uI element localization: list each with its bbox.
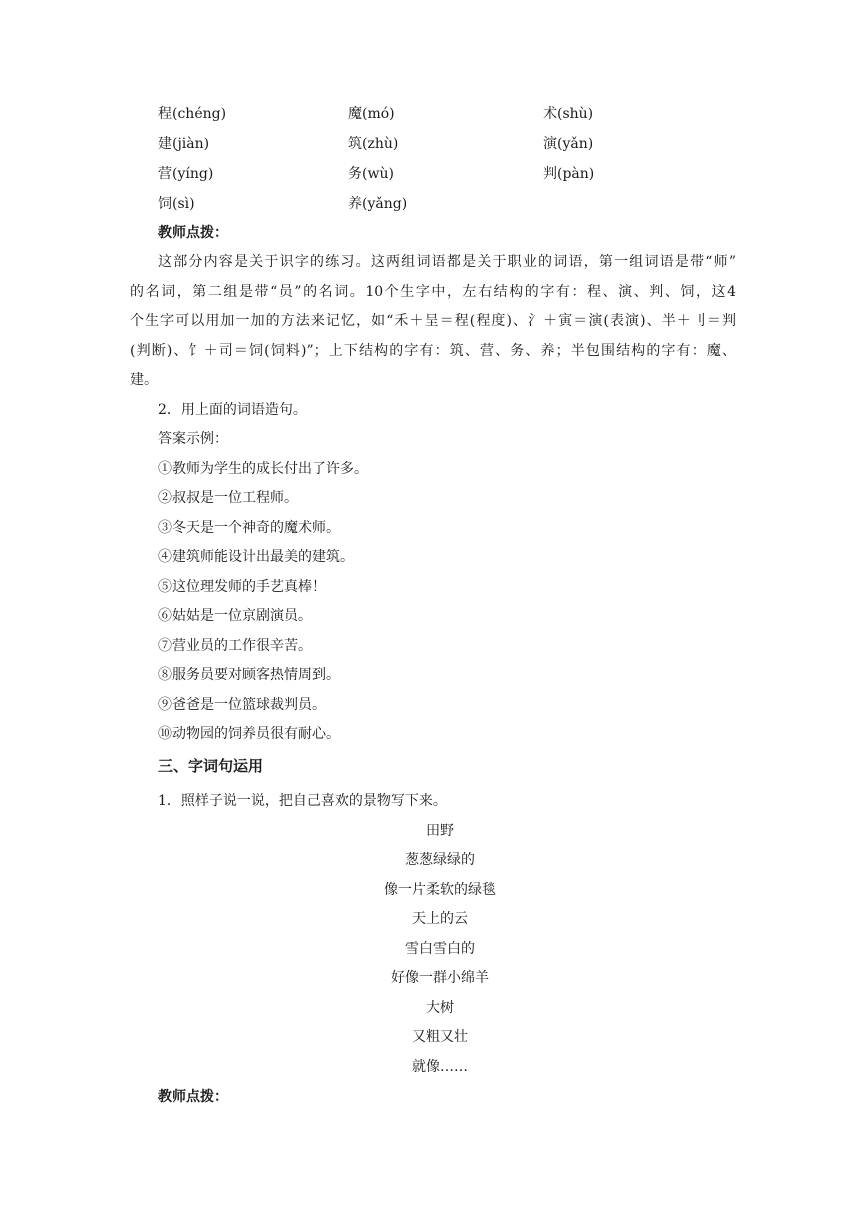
teacher-tip-paragraph-line: 这部分内容是关于识字的练习。这两组词语都是关于职业的词语，第一组词语是带“师” xyxy=(158,254,736,270)
teacher-tip-title: 教师点拨： xyxy=(158,1089,228,1105)
poem-line: 好像一群小绵羊 xyxy=(391,970,489,986)
answer-item: ⑤这位理发师的手艺真棒！ xyxy=(158,579,326,595)
poem-line: 大树 xyxy=(426,1000,454,1016)
teacher-tip-title: 教师点拨： xyxy=(158,225,228,241)
character-entry: 程(chéng) xyxy=(158,106,227,122)
poem-line: 像一片柔软的绿毯 xyxy=(384,882,496,898)
answer-item: ⑥姑姑是一位京剧演员。 xyxy=(158,608,312,624)
answer-item: ③冬天是一个神奇的魔术师。 xyxy=(158,520,340,536)
exercise-title: 1．照样子说一说，把自己喜欢的景物写下来。 xyxy=(158,793,447,809)
poem-line: 葱葱绿绿的 xyxy=(405,852,475,868)
character-entry: 养(yǎng) xyxy=(348,196,408,212)
answer-item: ①教师为学生的成长付出了许多。 xyxy=(158,461,368,477)
character-entry: 营(yíng) xyxy=(158,166,214,182)
answer-item: ②叔叔是一位工程师。 xyxy=(158,490,298,506)
character-entry: 建(jiàn) xyxy=(158,136,210,152)
poem-line: 又粗又壮 xyxy=(412,1029,468,1045)
teacher-tip-paragraph-line: 建。 xyxy=(130,372,158,388)
teacher-tip-paragraph-line: 个生字可以用加一加的方法来记忆，如“禾＋呈＝程(程度)、氵＋寅＝演(表演)、半＋刂＝判 xyxy=(130,313,736,329)
poem-line: 田野 xyxy=(426,823,454,839)
poem-line: 就像…… xyxy=(412,1059,468,1075)
section-heading: 三、字词句运用 xyxy=(158,757,264,775)
character-entry: 演(yǎn) xyxy=(543,136,594,152)
character-entry: 筑(zhù) xyxy=(348,136,399,152)
answer-item: ④建筑师能设计出最美的建筑。 xyxy=(158,549,354,565)
poem-line: 天上的云 xyxy=(412,911,468,927)
answer-item: ⑨爸爸是一位篮球裁判员。 xyxy=(158,697,326,713)
poem-line: 雪白雪白的 xyxy=(405,941,475,957)
character-entry: 术(shù) xyxy=(543,106,594,122)
answer-item: ⑧服务员要对顾客热情周到。 xyxy=(158,667,340,683)
answer-label: 答案示例： xyxy=(158,431,228,447)
answer-item: ⑦营业员的工作很辛苦。 xyxy=(158,638,312,654)
teacher-tip-paragraph-line: 的名词，第二组是带“员”的名词。10个生字中，左右结构的字有：程、演、判、饲，这4 xyxy=(130,284,736,300)
character-entry: 判(pàn) xyxy=(543,166,595,182)
exercise-title: 2．用上面的词语造句。 xyxy=(158,402,307,418)
answer-item: ⑩动物园的饲养员很有耐心。 xyxy=(158,726,340,742)
teacher-tip-paragraph-line: (判断)、饣＋司＝饲(饲料)”；上下结构的字有：筑、营、务、养；半包围结构的字有：魔、 xyxy=(130,343,736,359)
character-entry: 饲(sì) xyxy=(158,196,195,212)
character-entry: 务(wù) xyxy=(348,166,394,182)
character-entry: 魔(mó) xyxy=(348,106,395,122)
